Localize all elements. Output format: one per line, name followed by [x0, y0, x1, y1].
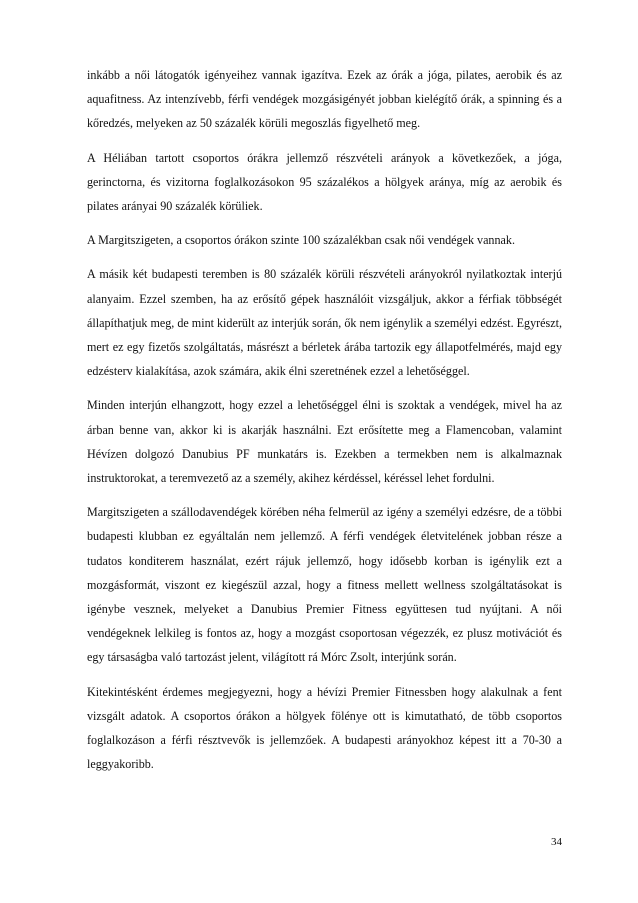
paragraph-7: Kitekintésként érdemes megjegyezni, hogy a hévízi Premier Fitnessben hogy alakulnak a fent vizsgált adatok. A csoportos órákon a hölgyek fölénye ott is kimutatható, de több csoportos foglalkozáson a férfi résztvevők is jellemzőek. A budapesti arányokhoz képest itt a 70-30 a leggyakoribb. [87, 684, 562, 772]
paragraph-4: A másik két budapesti teremben is 80 százalék körüli részvételi arányokról nyilatkoztak interjú alanyaim. Ezzel szemben, ha az erősítő gépek használóit vizsgáljuk, akkor a férfiak többségét állapíthatjuk meg, de mint kiderült az interjúk során, ők nem igénylik a személyi edzést. Egyrészt, mert ez egy fizetős szolgáltatás, másrészt a bérletek árába tartozik egy állapotfelmérés, majd egy edzésterv kialakítása, azok számára, akik élni szeretnének ezzel a lehetőséggel. [87, 267, 562, 379]
page-number: 34 [551, 836, 562, 848]
paragraph-6: Margitszigeten a szállodavendégek körében néha felmerül az igény a személyi edzésre, de a többi budapesti klubban ez egyáltalán nem jellemző. A férfi vendégek életvitelének jobban része a tudatos konditerem használat, ezért rájuk jellemző, hogy idősebb korban is igénylik ezt a mozgásformát, viszont ez kiegészül azzal, hogy a fitness mellett wellness szolgáltatásokat is igénybe vesznek, melyeket a Danubius Premier Fitness együttesen tud nyújtani. A női vendégeknek lelkileg is fontos az, hogy a mozgást csoportosan végezzék, ez plusz motivációt és egy társaságba való tartozást jelent, világított rá Mórc Zsolt, interjúnk során. [87, 505, 562, 665]
paragraph-2: A Héliában tartott csoportos órákra jellemző részvételi arányok a következőek, a jóga, gerinctorna, és vizitorna foglalkozásokon 95 százalékos a hölgyek aránya, míg az aerobik és pilates arányai 90 százalék körüliek. [87, 150, 562, 214]
paragraph-1: inkább a női látogatók igényeihez vannak igazítva. Ezek az órák a jóga, pilates, aerobik és az aquafitness. Az intenzívebb, férfi vendégek mozgásigényét jobban kielégítő órák, a spinning és a kőredzés, melyeken az 50 százalék körüli megoszlás figyelhető meg. [87, 68, 562, 131]
paragraph-3: A Margitszigeten, a csoportos órákon szinte 100 százalékban csak női vendégek vannak. [87, 233, 515, 248]
body-text [87, 63, 562, 786]
paragraph-5: Minden interjún elhangzott, hogy ezzel a lehetőséggel élni is szoktak a vendégek, mivel ha az árban benne van, akkor ki is akarják használni. Ezt erősítette meg a Flamencoban, valamint Hévízen dolgozó Danubius PF munkatárs is. Ezekben a termekben nem is alkalmaznak instruktorokat, a teremvezető az a személy, akihez kérdéssel, kéréssel lehet fordulni. [87, 398, 562, 486]
